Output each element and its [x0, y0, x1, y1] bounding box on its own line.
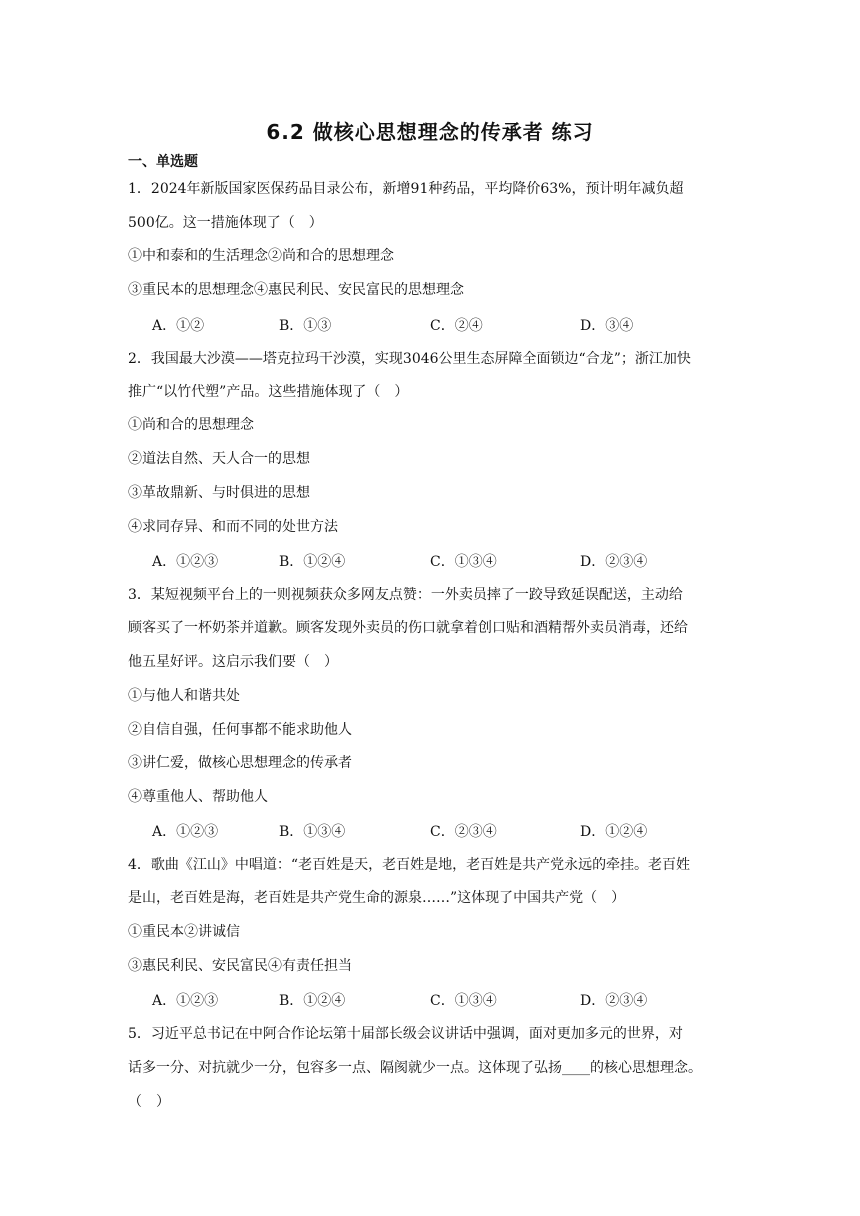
question-4-option-c[interactable]: C．①③④: [430, 993, 497, 1009]
question-3-statement: ④尊重他人、帮助他人: [128, 789, 268, 805]
question-4-option-b[interactable]: B．①②④: [279, 993, 346, 1009]
question-3-option-d[interactable]: D．①②④: [580, 824, 648, 840]
question-1-option-d[interactable]: D．③④: [580, 318, 634, 334]
question-2-option-a[interactable]: A．①②③: [152, 554, 219, 570]
question-4-statement: ③惠民利民、安民富民④有责任担当: [128, 958, 352, 974]
question-4-text: 是山，老百姓是海，老百姓是共产党生命的源泉……”这体现了中国共产党（ ）: [128, 890, 626, 906]
question-3-text: 他五星好评。这启示我们要（ ）: [128, 654, 338, 670]
question-2-text: 推广“以竹代塑”产品。这些措施体现了（ ）: [128, 384, 409, 400]
question-5-text: 5．习近平总书记在中阿合作论坛第十届部长级会议讲话中强调，面对更加多元的世界，对: [128, 1026, 683, 1042]
question-3-option-a[interactable]: A．①②③: [152, 824, 219, 840]
section-heading: 一、单选题: [128, 154, 198, 170]
question-1-statement: ③重民本的思想理念④惠民利民、安民富民的思想理念: [128, 282, 464, 298]
question-4-text: 4．歌曲《江山》中唱道：“老百姓是天，老百姓是地，老百姓是共产党永远的牵挂。老百姓: [128, 857, 691, 873]
question-2-option-d[interactable]: D．②③④: [580, 554, 648, 570]
question-3-statement: ③讲仁爱，做核心思想理念的传承者: [128, 755, 352, 771]
question-4-option-d[interactable]: D．②③④: [580, 993, 648, 1009]
question-3-option-c[interactable]: C．②③④: [430, 824, 497, 840]
question-3-statement: ②自信自强，任何事都不能求助他人: [128, 722, 352, 738]
question-2-text: 2．我国最大沙漠——塔克拉玛干沙漠，实现3046公里生态屏障全面锁边“合龙”；浙江加快: [128, 351, 691, 367]
question-4-statement: ①重民本②讲诚信: [128, 924, 240, 940]
question-3-text: 3．某短视频平台上的一则视频获众多网友点赞：一外卖员摔了一跤导致延误配送，主动给: [128, 587, 683, 603]
question-1-text: 1．2024年新版国家医保药品目录公布，新增91种药品，平均降价63%，预计明年减负超: [128, 181, 684, 197]
question-1-option-c[interactable]: C．②④: [430, 318, 483, 334]
question-4-option-a[interactable]: A．①②③: [152, 993, 219, 1009]
question-2-option-c[interactable]: C．①③④: [430, 554, 497, 570]
question-1-text: 500亿。这一措施体现了（ ）: [128, 215, 323, 231]
question-2-option-b[interactable]: B．①②④: [279, 554, 346, 570]
question-1-option-a[interactable]: A．①②: [152, 318, 205, 334]
question-1-option-b[interactable]: B．①③: [279, 318, 332, 334]
question-5-text: （ ）: [128, 1094, 170, 1110]
question-2-statement: ③革故鼎新、与时俱进的思想: [128, 485, 310, 501]
question-2-statement: ①尚和合的思想理念: [128, 417, 254, 433]
question-5-text: 话多一分、对抗就少一分，包容多一点、隔阂就少一点。这体现了弘扬____的核心思想理念。: [128, 1060, 702, 1076]
question-2-statement: ④求同存异、和而不同的处世方法: [128, 519, 338, 535]
page-title: 6.2 做核心思想理念的传承者 练习: [266, 120, 594, 144]
question-2-statement: ②道法自然、天人合一的思想: [128, 451, 310, 467]
question-3-option-b[interactable]: B．①③④: [279, 824, 346, 840]
question-3-statement: ①与他人和谐共处: [128, 688, 240, 704]
question-1-statement: ①中和泰和的生活理念②尚和合的思想理念: [128, 248, 394, 264]
question-3-text: 顾客买了一杯奶茶并道歉。顾客发现外卖员的伤口就拿着创口贴和酒精帮外卖员消毒，还给: [128, 620, 688, 636]
